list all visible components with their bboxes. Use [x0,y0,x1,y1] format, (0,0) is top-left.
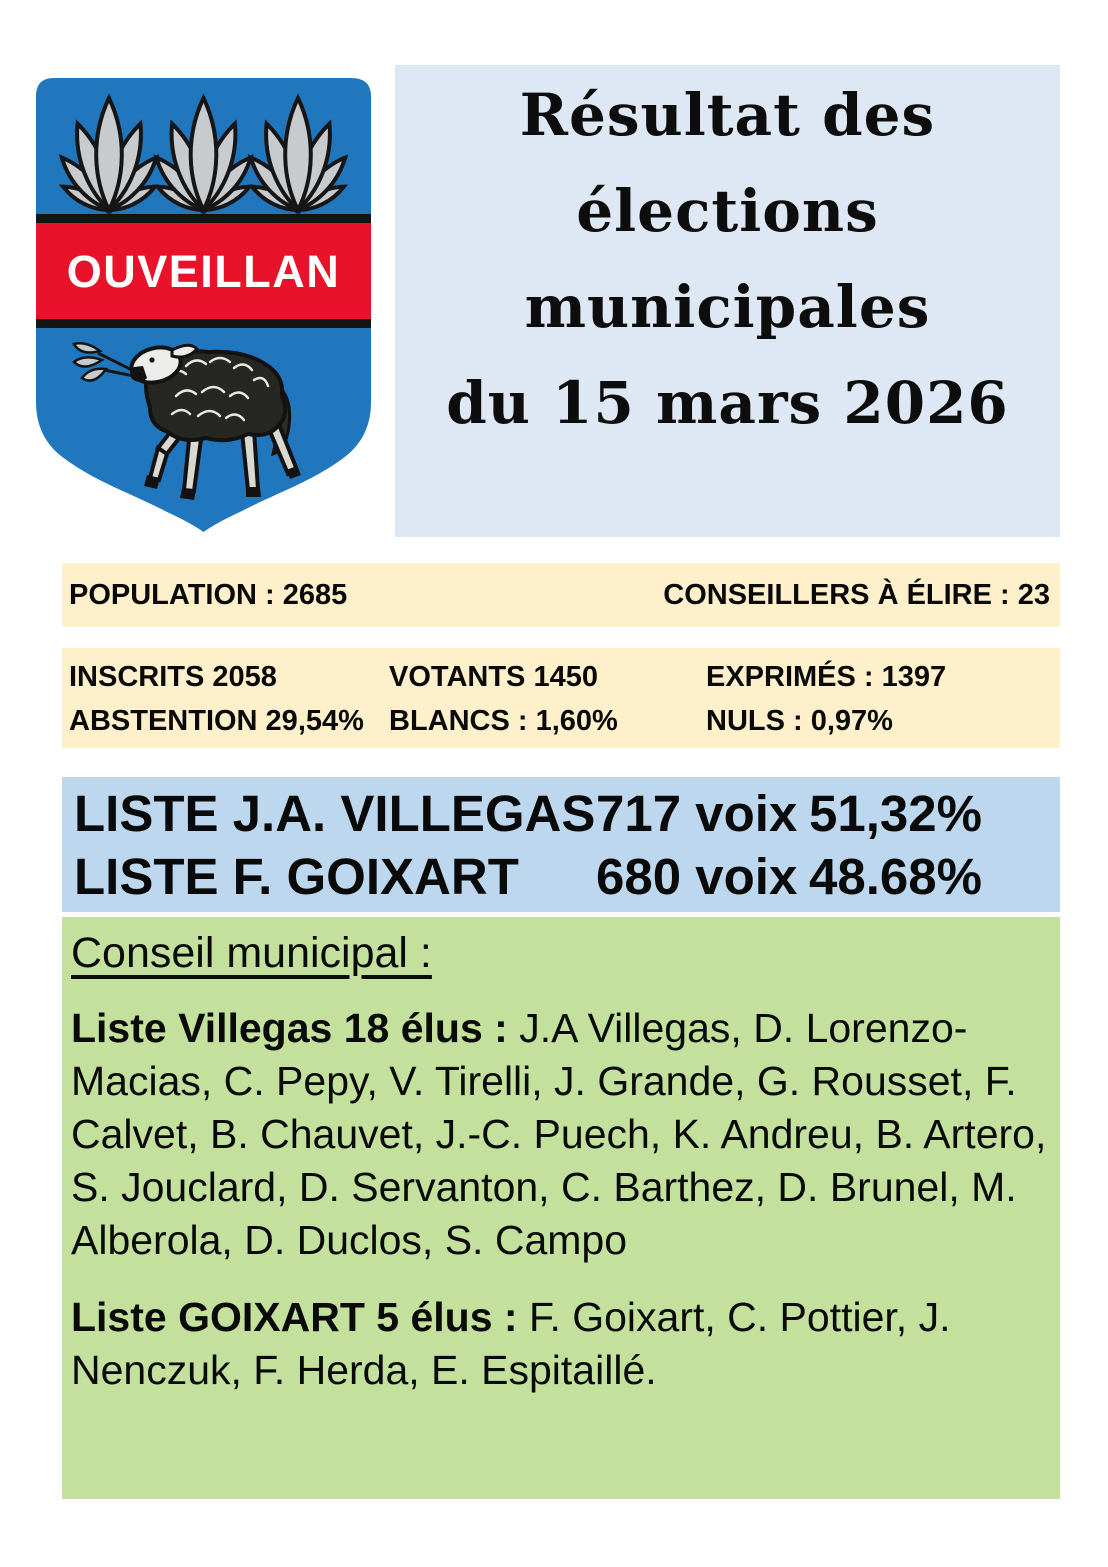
title-line-1: Résultat des [519,81,936,149]
list-results [62,777,1060,912]
population-bar [62,563,1060,627]
list-votes: 717 voix [596,785,798,842]
title-line-3: municipales [524,273,931,341]
result-row-goixart [74,845,1060,908]
population-value: POPULATION : 2685 [69,578,348,611]
abstention-value: ABSTENTION 29,54% [69,704,364,737]
crest-svg [30,70,377,535]
result-row-villegas [74,782,1060,845]
list-percent: 51,32% [809,785,982,842]
inscrits-value: INSCRITS 2058 [69,660,277,693]
stats-bar [62,648,1060,748]
list-name: LISTE J.A. VILLEGAS [74,785,596,842]
nuls-value: NULS : 0,97% [706,704,893,737]
votants-value: VOTANTS 1450 [389,660,598,693]
stats-row-2 [69,699,1060,743]
council-group-members: F. Goixart, C. Pottier, J. Nenczuk, F. Herda, E. Espitaillé. [71,1294,951,1393]
council-group-lead: Liste Villegas 18 élus : [71,1005,508,1051]
list-votes: 680 voix [596,848,798,905]
ouveillan-coat-of-arms [30,70,377,535]
title-line-2: élections [576,177,879,245]
exprimes-value: EXPRIMÉS : 1397 [706,660,947,693]
conseillers-value: CONSEILLERS À ÉLIRE : 23 [663,578,1050,611]
crest-town-name: OUVEILLAN [66,246,341,297]
council-box [62,917,1060,1499]
stats-row-1 [69,655,1060,699]
list-name: LISTE F. GOIXART [74,848,519,905]
council-group-lead: Liste GOIXART 5 élus : [71,1294,518,1340]
title-box [395,65,1060,537]
council-group-members: J.A Villegas, D. Lorenzo-Macias, C. Pepy, V. Tirelli, J. Grande, G. Rousset, F. Calvet, B. Chauvet, J.-C. Puech, K. Andreu, B. Artero, S. Jouclard, D. Servanton, C. Barthez, D. Brunel, M. Alberola, D. Duclos, S. Campo [71,1005,1047,1263]
council-group-goixart [71,1291,1052,1397]
council-group-villegas [71,1002,1052,1267]
list-percent: 48.68% [809,848,982,905]
title-line-4: du 15 mars 2026 [446,369,1009,437]
blancs-value: BLANCS : 1,60% [389,704,618,737]
council-heading: Conseil municipal : [71,929,432,977]
